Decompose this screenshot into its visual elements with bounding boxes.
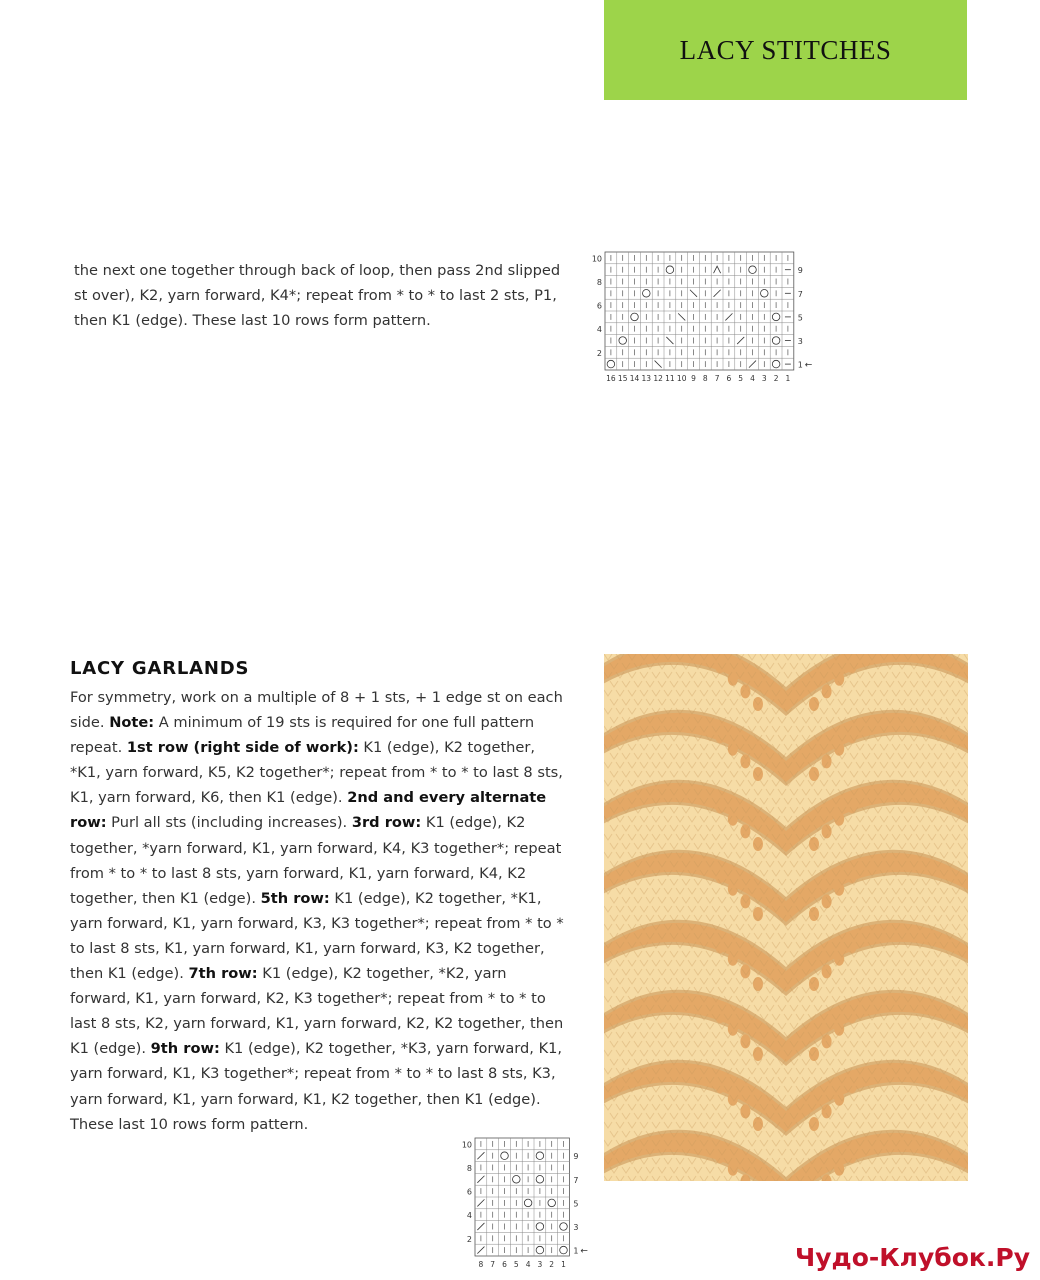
instruction-text: K1 (edge), K2 together, *K1, yarn forward, K5, K2 together*; repeat from * to * to last 8 sts, K1, yarn forward, K6, then K1 (edge). (70, 739, 563, 807)
row-number-label: 8 (466, 1164, 472, 1174)
eyelet (809, 767, 819, 781)
column-number-label: 1 (561, 1260, 566, 1269)
row-number-label: 1 (573, 1246, 579, 1256)
row-number-label: 4 (466, 1211, 472, 1221)
row-number-label: 10 (461, 1140, 472, 1150)
instruction-text: K1 (edge), K2 together, *K3, yarn forward, K1, yarn forward, K1, K3 together*; repeat from * to * to last 8 sts, K3, yarn forward, K1, yarn forward, K1, K2 together, then K1 (edge). These last 10 rows form pattern. (70, 1040, 563, 1133)
eyelet (753, 977, 763, 991)
watermark-logo: Чудо-Клубок.Ру (795, 1243, 1030, 1272)
row-number-label: 3 (797, 337, 803, 347)
start-arrow: ← (580, 1246, 588, 1257)
column-number-label: 3 (761, 374, 767, 383)
knitted-swatch-photo (604, 654, 968, 1181)
column-number-label: 12 (653, 374, 663, 383)
row-number-label: 2 (596, 348, 602, 358)
eyelet (740, 754, 750, 768)
row-number-label: 6 (466, 1187, 472, 1197)
row-heading: Note: (109, 714, 155, 732)
row-number-label: 9 (797, 266, 803, 276)
start-arrow: ← (804, 360, 813, 371)
instruction-text: K1 (edge), K2 together, *K2, yarn forward, K1, yarn forward, K2, K3 together*; repeat from * to * to last 8 sts, K2, yarn forward, K1, yarn forward, K2, K2 together, then K1 (edge). (70, 965, 564, 1058)
instruction-text: A minimum of 19 sts is required for one full pattern repeat. (70, 714, 535, 757)
eyelet (847, 1009, 857, 1023)
row-number-label: 5 (573, 1199, 579, 1209)
eyelet (859, 717, 869, 731)
eyelet (822, 894, 832, 908)
eyelet (859, 1137, 869, 1151)
row-number-label: 8 (596, 278, 602, 288)
column-number-label: 6 (502, 1260, 507, 1269)
column-number-label: 5 (513, 1260, 519, 1269)
row-heading: 1st row (right side of work): (126, 739, 359, 757)
eyelet (703, 927, 713, 941)
row-number-label: 2 (466, 1234, 472, 1244)
row-heading: 3rd row: (351, 814, 422, 832)
column-number-label: 7 (490, 1260, 496, 1269)
row-number-label: 10 (591, 254, 602, 264)
column-number-label: 6 (726, 374, 732, 383)
instruction-text: K1 (edge), K2 together, *yarn forward, K1, yarn forward, K4, K3 together*; repeat from * to * to last 8 sts, yarn forward, K1, yarn forward, K4, K2 together, then K1 (edge). (70, 814, 562, 907)
row-number-label: 5 (797, 313, 803, 323)
column-number-label: 1 (785, 374, 791, 383)
column-number-label: 8 (702, 374, 708, 383)
instruction-text: Purl all sts (including increases). (106, 814, 352, 832)
continued-pattern-chart (585, 248, 825, 390)
column-number-label: 5 (738, 374, 744, 383)
column-number-label: 9 (691, 374, 696, 383)
eyelet (834, 1092, 844, 1106)
banner-title: LACY STITCHES (679, 34, 892, 65)
row-number-label: 9 (573, 1152, 579, 1162)
column-number-label: 13 (641, 374, 652, 383)
row-heading: 5th row: (260, 889, 330, 907)
column-number-label: 10 (676, 374, 687, 383)
column-number-label: 7 (714, 374, 720, 383)
eyelet (847, 939, 857, 953)
column-number-label: 8 (478, 1260, 484, 1269)
lacy-garlands-title: LACY GARLANDS (70, 658, 250, 679)
lacy-garlands-instructions (70, 685, 570, 1137)
eyelet (834, 812, 844, 826)
column-number-label: 11 (665, 374, 675, 383)
column-number-label: 16 (606, 374, 616, 383)
column-number-label: 3 (537, 1260, 543, 1269)
instruction-text: For symmetry, work on a multiple of 8 + 1 sts, + 1 edge st on each side. (70, 689, 563, 732)
eyelet (809, 977, 819, 991)
row-number-label: 7 (573, 1175, 579, 1185)
eyelet (715, 869, 725, 883)
eyelet (822, 964, 832, 978)
instructions-paragraph (70, 685, 570, 1137)
column-number-label: 4 (750, 374, 755, 383)
row-number-label: 6 (596, 301, 602, 311)
continued-pattern-text: the next one together through back of loop, then pass 2nd slipped st over), K2, yarn forward, K4*; repeat from * to * to last 2 sts, P1, then K1 (edge). These last 10 rows form pattern. (74, 262, 561, 329)
instruction-text: K1 (edge), K2 together, *K1, yarn forward, K1, yarn forward, K3, K3 together*; repeat from * to * to last 8 sts, K1, yarn forward, K1, yarn forward, K3, K2 together, then K1 (edge). (70, 889, 564, 983)
row-number-label: 3 (573, 1223, 579, 1233)
row-heading: 9th row: (150, 1040, 220, 1058)
column-number-label: 2 (773, 374, 779, 383)
eyelet (715, 1009, 725, 1023)
lacy-garlands-chart (455, 1136, 605, 1276)
row-heading: 7th row: (188, 965, 258, 983)
section-banner (604, 0, 967, 100)
column-number-label: 4 (525, 1260, 531, 1269)
column-number-label: 14 (629, 374, 640, 383)
eyelet (834, 952, 844, 966)
eyelet (753, 767, 763, 781)
eyelet (703, 1137, 713, 1151)
column-number-label: 15 (617, 374, 628, 383)
eyelet (728, 812, 738, 826)
row-heading: 2nd and every alternate row: (70, 789, 547, 832)
row-number-label: 1 (797, 360, 803, 370)
column-number-label: 2 (549, 1260, 555, 1269)
eyelet (715, 1149, 725, 1163)
eyelet (728, 1022, 738, 1036)
row-number-label: 4 (596, 325, 602, 335)
row-number-label: 7 (797, 289, 803, 299)
